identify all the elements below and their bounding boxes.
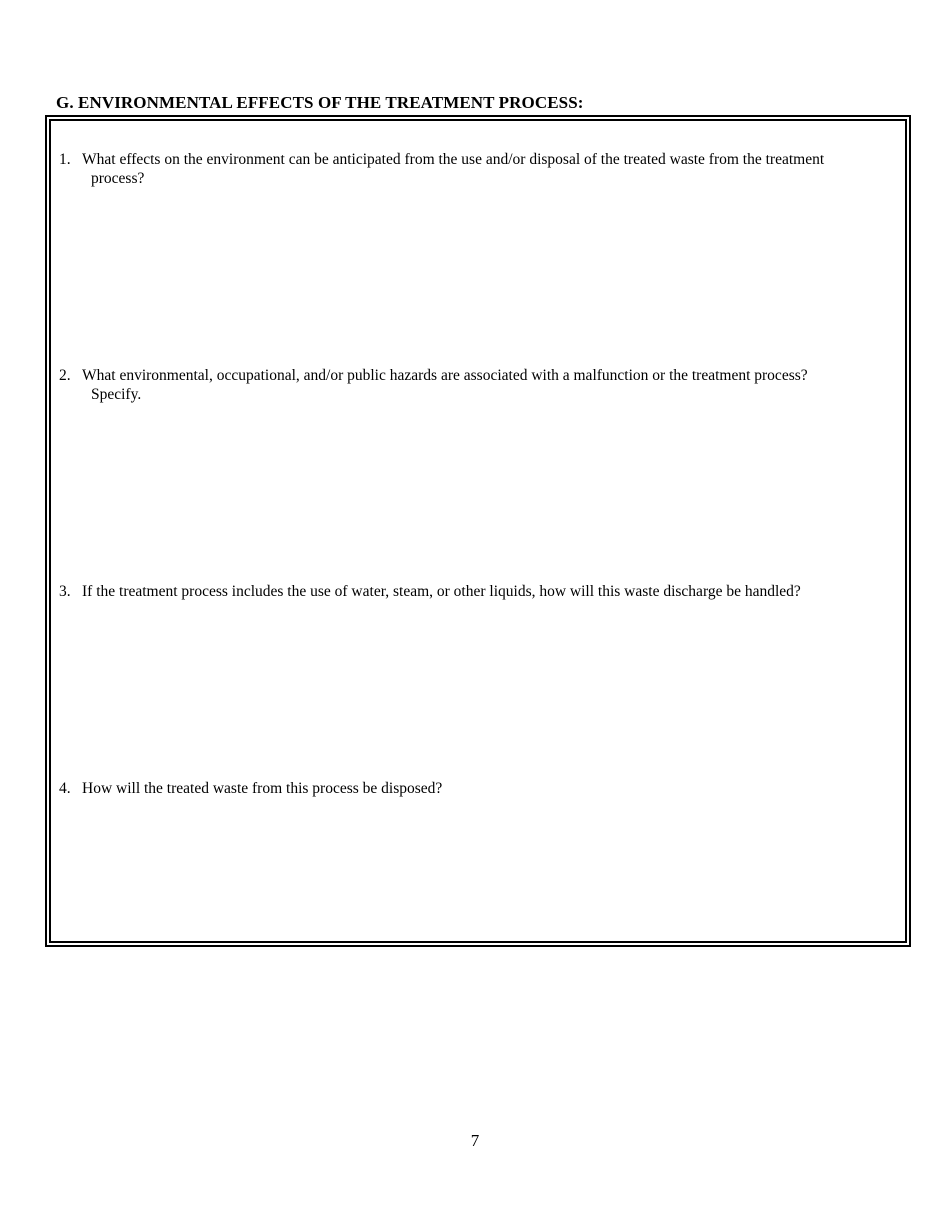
question-text: If the treatment process includes the use of water, steam, or other liquids, how will this waste discharge be handled? [82,583,801,600]
question-number: 2. [59,367,71,384]
question-number: 3. [59,583,71,600]
question-number: 1. [59,151,71,168]
page-number: 7 [470,1131,480,1150]
question-number: 4. [59,780,71,797]
form-box [45,115,911,947]
question-4 [59,779,903,798]
question-2 [59,366,903,404]
question-3 [59,582,903,601]
section-heading: G. ENVIRONMENTAL EFFECTS OF THE TREATMENT PROCESS: [56,93,584,112]
question-text: What environmental, occupational, and/or public hazards are associated with a malfunction or the treatment process? [82,367,808,384]
question-text-continuation: Specify. [91,386,142,403]
question-text: What effects on the environment can be anticipated from the use and/or disposal of the treated waste from the treatment [82,151,825,168]
question-text: How will the treated waste from this process be disposed? [82,780,443,797]
question-text-continuation: process? [91,170,145,187]
question-1 [59,150,903,188]
